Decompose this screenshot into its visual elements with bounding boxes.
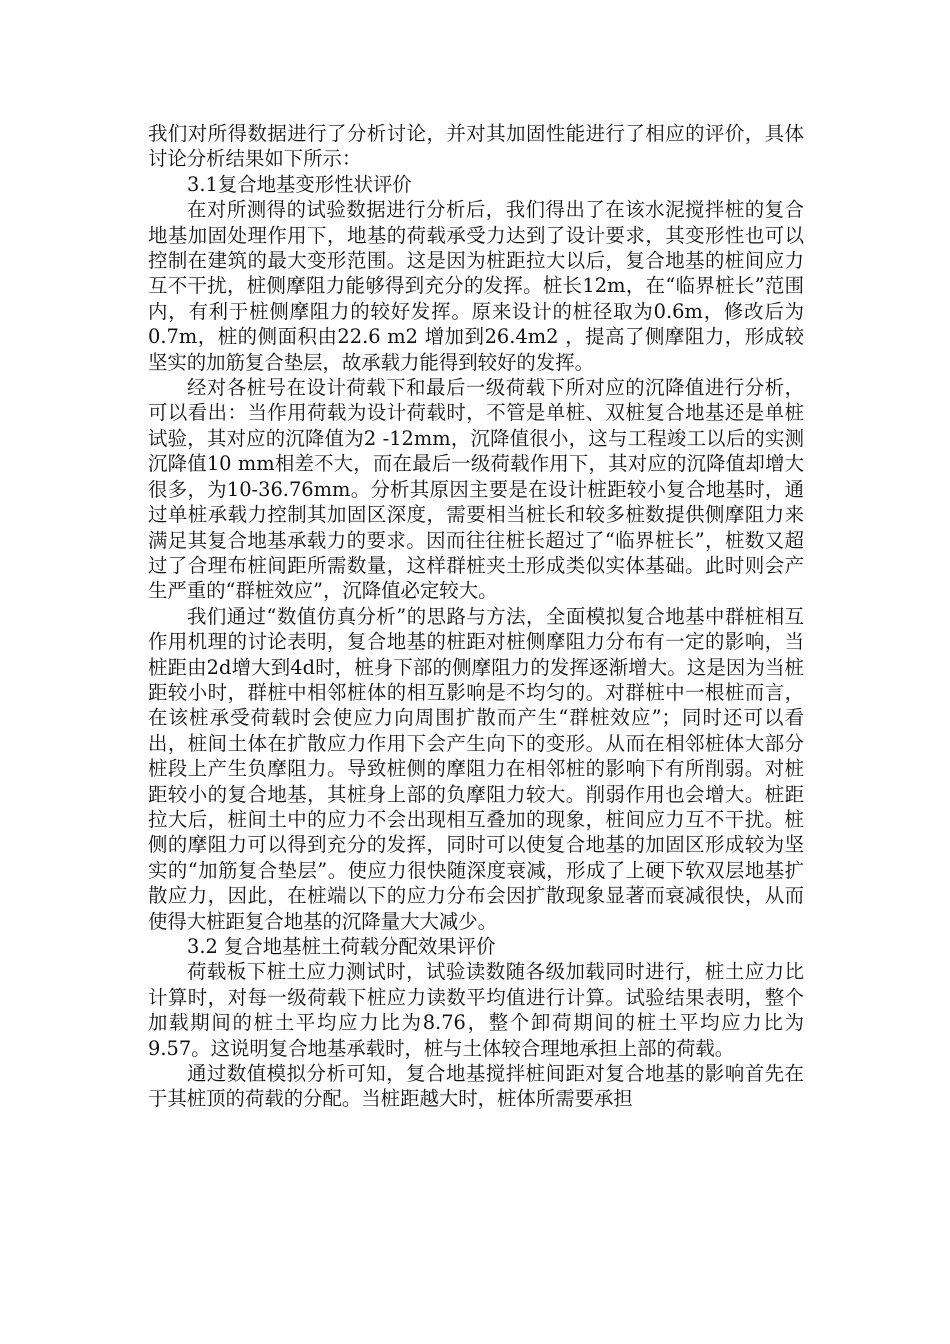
paragraph-intro: 我们对所得数据进行了分析讨论，并对其加固性能进行了相应的评价，具体讨论分析结果如下所示： (148, 122, 804, 171)
paragraph-deformation-analysis: 在对所测得的试验数据进行分析后，我们得出了在该水泥搅拌桩的复合地基加固处理作用下，地基的荷载承受力达到了设计要求，其变形性也可以控制在建筑的最大变形范围。这是因为桩距拉大以后，复合地基的桩间应力互不干扰，桩侧摩阻力能够得到充分的发挥。桩长12m，在“临界桩长”范围内，有利于桩侧摩阻力的较好发挥。原来设计的桩径取为0.6m，修改后为0.7m，桩的侧面积由22.6 m2 增加到26.4m2 ，提高了侧摩阻力，形成较坚实的加筋复合垫层，故承载力能得到较好的发挥。 (148, 198, 804, 374)
section-heading-3-1: 3.1复合地基变形性状评价 (187, 172, 412, 196)
document-body (148, 121, 804, 1112)
paragraph-stress-ratio: 荷载板下桩土应力测试时，试验读数随各级加载同时进行，桩土应力比计算时，对每一级荷载下桩应力读数平均值进行计算。试验结果表明，整个加载期间的桩土平均应力比为8.76，整个卸荷期间的桩土平均应力比为9.57。这说明复合地基承载时，桩与土体较合理地承担上部的荷载。 (148, 960, 804, 1060)
section-heading-3-2: 3.2 复合地基桩土荷载分配效果评价 (187, 935, 496, 958)
paragraph-settlement-analysis: 经对各桩号在设计荷载下和最后一级荷载下所对应的沉降值进行分析，可以看出：当作用荷载为设计荷载时，不管是单桩、双桩复合地基还是单桩试验，其对应的沉降值为2 -12mm，沉降值很小，这与工程竣工以后的实测沉降值10 mm相差不大，而在最后一级荷载作用下，其对应的沉降值却增大很多，为10-36.76mm。分析其原因主要是在设计桩距较小复合地基时，通过单桩承载力控制其加固区深度，需要相当桩长和较多桩数提供侧摩阻力来满足其复合地基承载力的要求。因而往往桩长超过了“临界桩长”，桩数又超过了合理布桩间距所需数量，这样群桩夹土形成类似实体基础。此时则会产生严重的“群桩效应”，沉降值必定较大。 (148, 376, 804, 603)
paragraph-numerical-simulation: 我们通过“数值仿真分析”的思路与方法，全面模拟复合地基中群桩相互作用机理的讨论表明，复合地基的桩距对桩侧摩阻力分布有一定的影响，当桩距由2d增大到4d时，桩身下部的侧摩阻力的发挥逐渐增大。这是因为当桩距较小时，群桩中相邻桩体的相互影响是不均匀的。对群桩中一根桩而言，在该桩承受荷载时会使应力向周围扩散而产生“群桩效应”；同时还可以看出，桩间土体在扩散应力作用下会产生向下的变形。从而在相邻桩体大部分桩段上产生负摩阻力。导致桩侧的摩阻力在相邻桩的影响下有所削弱。对桩距较小的复合地基，其桩身上部的负摩阻力较大。削弱作用也会增大。桩距拉大后，桩间土中的应力不会出现相互叠加的现象，桩间应力互不干扰。桩侧的摩阻力可以得到充分的发挥，同时可以使复合地基的加固区形成较为坚实的“加筋复合垫层”。使应力很快随深度衰减，形成了上硬下软双层地基扩散应力，因此，在桩端以下的应力分布会因扩散现象显著而衰减很快，从而使得大桩距复合地基的沉降量大大减少。 (148, 604, 804, 933)
paragraph-load-distribution: 通过数值模拟分析可知，复合地基搅拌桩间距对复合地基的影响首先在于其桩顶的荷载的分配。当桩距越大时，桩体所需要承担 (148, 1062, 804, 1111)
